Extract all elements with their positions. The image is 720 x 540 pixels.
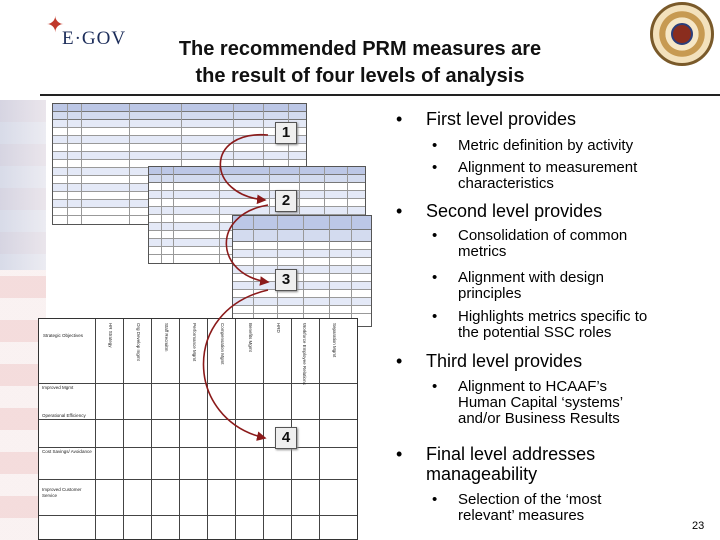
title-line-2: the result of four levels of analysis bbox=[195, 65, 525, 87]
matrix-col-header: Workforce Employee Relations bbox=[302, 323, 307, 385]
level-badge-4: 4 bbox=[275, 427, 297, 449]
matrix-corner-label: Strategic Objectives bbox=[43, 333, 84, 338]
matrix-row-label: Cost Savings/ Avoidance bbox=[42, 449, 92, 454]
level-badge-1: 1 bbox=[275, 122, 297, 144]
matrix-row-label: Operational Efficiency bbox=[42, 413, 86, 418]
matrix-col-header: Benefits Mgmt bbox=[248, 323, 253, 352]
matrix-row-label: Improved Mgmt bbox=[42, 385, 74, 390]
logo-text: E·GOV bbox=[62, 28, 127, 49]
level-badge-2: 2 bbox=[275, 190, 297, 212]
title-line-1: The recommended PRM measures are bbox=[178, 38, 542, 60]
slide-title bbox=[120, 36, 600, 90]
level-badge-3: 3 bbox=[275, 269, 297, 291]
matrix-col-header: Org Develop mgmt bbox=[136, 323, 141, 361]
agency-seal-icon bbox=[650, 2, 714, 66]
slide: ✦ E·GOV The recommended PRM measures are the result of four levels of analysis Strategic Objectives HR Strategy Org Develop mgmt Staff Recruitm Performance Mgmt Compensation Mgmt Benefits Mgmt HRD Workforce Employee Relations Separation Mgmt Improved Mgmt Operational Efficiency Cost Savings/ Avoidance Improved Customer Service 1 2 3 4 • First level provides • Metric definition by activity • Alignment to measurement characteristics • Second level provides • Consolidation of common metrics • Alignment with design principles • Highlights metrics specific to the potential SSC roles • Third level provides • Alignment to HCAAF’s Human Capital ‘systems’ and/or Business Results • Final level addresses manageability • Selection of the ‘most relevant’ measures 23 bbox=[0, 0, 720, 540]
star-icon: ✦ bbox=[46, 12, 65, 37]
title-divider bbox=[40, 94, 720, 96]
level-3-table-image bbox=[232, 215, 372, 327]
matrix-col-header: Performance Mgmt bbox=[192, 323, 197, 362]
matrix-col-header: HR Strategy bbox=[108, 323, 113, 348]
matrix-col-header: Staff Recruitm bbox=[164, 323, 169, 352]
page-number: 23 bbox=[692, 520, 705, 532]
matrix-row-label: Improved Customer Service bbox=[42, 487, 82, 498]
level-4-matrix-image bbox=[38, 318, 358, 540]
matrix-col-header: Separation Mgmt bbox=[332, 323, 337, 358]
matrix-col-header: HRD bbox=[276, 323, 281, 333]
matrix-col-header: Compensation Mgmt bbox=[220, 323, 225, 365]
flag-canton-decoration bbox=[0, 100, 46, 270]
